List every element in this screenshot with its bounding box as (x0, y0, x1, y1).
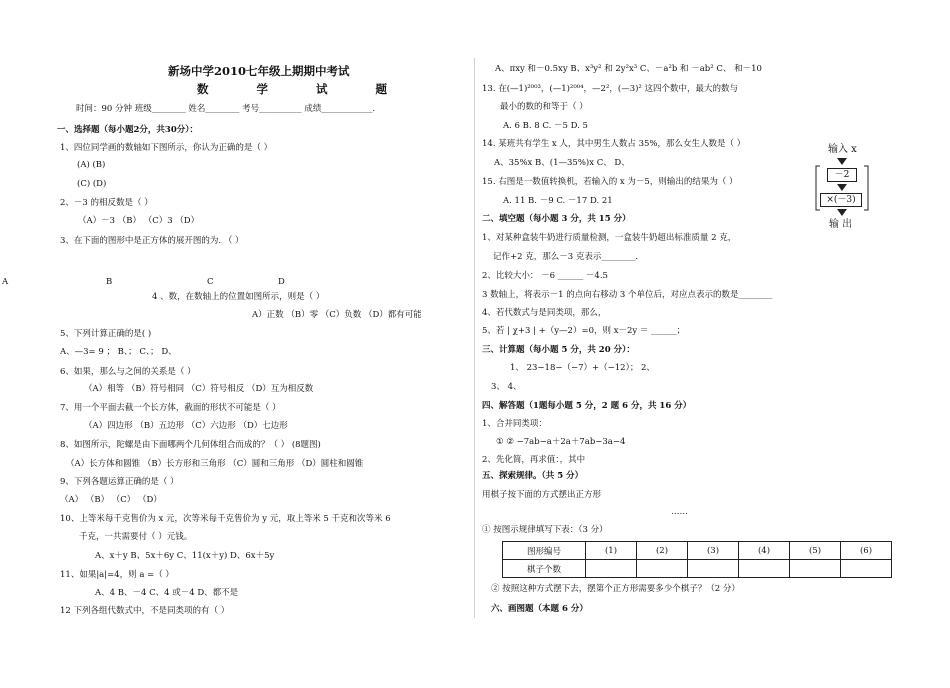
subject-title: 数 学 试 题 (197, 82, 410, 96)
section-title: 四、解答题（1题每小题 5 分，2 题 6 分，共 16 分） (482, 401, 692, 411)
question-line: (C) (D) (77, 179, 107, 189)
machine-input-label: 输入 x (828, 144, 857, 155)
table-cell: (2) (637, 542, 688, 560)
question-line: 14. 某班共有学生 x 人，其中男生人数占 35%，那么女生人数是（ ） (482, 139, 746, 149)
column-divider (474, 58, 475, 618)
question-line: A、35%x B、(1—35%)x C、 D、 (494, 158, 630, 168)
question-line: 千克，一共需要付（ ）元钱。 (79, 532, 193, 542)
question-line: A）正数 （B）零 （C）负数 （D）都有可能 (252, 310, 422, 320)
question-line: 1、 23−18−（−7）+（−12）； 2、 (510, 363, 655, 373)
question-line: 1、四位同学画的数轴如下图所示，你认为正确的是（ ） (60, 143, 273, 153)
question-line: A、x＋y B、5x＋6y C、11(x＋y) D、6x＋5y (95, 551, 275, 561)
table-cell (637, 560, 688, 578)
question-line: A、4 B、－4 C、4 或－4 D、都不是 (95, 588, 239, 598)
table-cell: (6) (841, 542, 892, 560)
question-line: （A）相等 （B）符号相同 （C）符号相反 （D）互为相反数 (84, 384, 314, 394)
question-line: 13. 在(—1)²⁰⁰³，(—1)²⁰⁰⁴，—2²，(—3)² 这四个数中，最大的数与 (482, 84, 739, 94)
question-line: A. 11 B. －9 C. －17 D. 21 (503, 196, 613, 206)
table-cell (841, 560, 892, 578)
question-line: 8、如图所示，陀螺是由下面哪两个几何体组合而成的？（ ） (8题图) (60, 440, 321, 450)
question-line: 记作+2 克，那么－3 克表示________. (493, 252, 639, 262)
question-line: （A）－3 （B） （C）3 （D） (78, 216, 200, 226)
question-line: 7、用一个平面去截一个长方体，截面的形状不可能是（ ） (60, 403, 281, 413)
question-line: （A）四边形 （B）五边形 （C）六边形 （D）七边形 (84, 421, 288, 431)
question-line: 10、上等米每千克售价为 x 元，次等米每千克售价为 y 元，取上等米 5 千克和次等米 6 (60, 514, 391, 524)
question-line: A、—3= 9 ； B、； C、； D、 (60, 347, 177, 357)
question-line: 6、如果，那么与之间的关系是（ ） (60, 367, 196, 377)
option-label: B (106, 277, 113, 287)
question-line: 11、如果|a|=4，则 a =（ ） (60, 570, 174, 580)
table-cell: (4) (739, 542, 790, 560)
table-row (503, 560, 892, 578)
section-title: 六、画图题（本题 6 分） (491, 604, 588, 614)
question-line: (A) (B) (77, 160, 106, 170)
question-line: 4、若代数式与是同类项，那么， (482, 308, 607, 318)
section-title: 一、选择题（每小题2分，共30分）： (57, 125, 198, 135)
table-row (503, 542, 892, 560)
machine-output-label: 输 出 (829, 219, 853, 230)
table-cell: 图形编号 (503, 542, 586, 560)
option-label: D (278, 277, 285, 287)
table-cell: (5) (790, 542, 841, 560)
question-line: 3 数轴上，将表示－1 的点向右移动 3 个单位后，对应点表示的数是________ (482, 290, 773, 300)
question-line: 1、合并同类项： (482, 419, 547, 429)
question-line: 2、－3 的相反数是（ ） (60, 198, 153, 208)
ellipsis: …… (671, 507, 688, 517)
table-cell: (3) (688, 542, 739, 560)
question-line: 5、若 | χ+3 | +（y—2）=0，则 x－2y ＝ ______； (482, 326, 686, 336)
question-line: 12 下列各组代数式中，不是同类项的有（ ） (60, 606, 230, 616)
section-title: 二、填空题（每小题 3 分，共 15 分） (482, 214, 631, 224)
question-line: ① ② −7ab−a＋2a＋7ab−3a−4 (496, 437, 626, 447)
table-cell (739, 560, 790, 578)
machine-loop-icon (814, 162, 870, 214)
question-line: 用棋子按下面的方式摆出正方形 (482, 490, 602, 500)
question-line: 3、在下面的图形中是正方体的展开图的为. （ ） (60, 236, 244, 246)
question-line: 15. 右图是一数值转换机，若输入的 x 为－5，则输出的结果为（ ） (482, 177, 738, 187)
option-label: A (2, 277, 9, 287)
exam-info-line: 时间：90 分钟 班级________ 姓名________ 考号__________ 成绩____________. (76, 104, 376, 114)
question-line: （A）长方体和圆锥 （B）长方形和三角形 （C）圆和三角形 （D）圆柱和圆锥 (66, 459, 364, 469)
option-label: C (207, 277, 214, 287)
question-line: 4 、数，在数轴上的位置如图所示，则是（ ） (152, 292, 325, 302)
question-line: 2、比较大小： －6 ______ －4.5 (482, 271, 608, 281)
table-cell: (1) (586, 542, 637, 560)
pattern-table (502, 541, 892, 578)
question-line: A. 6 B. 8 C. －5 D. 5 (503, 121, 588, 131)
table-cell: 棋子个数 (503, 560, 586, 578)
question-line: 5、下列计算正确的是( ) (60, 329, 152, 339)
table-cell (790, 560, 841, 578)
exam-title: 新场中学2010七年级上期期中考试 (168, 64, 350, 78)
question-line: ① 按图示规律填写下表：（3 分） (482, 525, 608, 535)
table-cell (586, 560, 637, 578)
question-line: ② 按照这种方式摆下去，摆第个正方形需要多少个棋子？（2 分） (491, 584, 740, 594)
question-line: 1、对某种盒装牛奶进行质量检测，一盒装牛奶超出标准质量 2 克， (482, 233, 737, 243)
question-line: 3、 4、 (491, 382, 522, 392)
section-title: 三、计算题（每小题 5 分，共 20 分）： (482, 345, 635, 355)
question-line: A、πxy 和－0.5xy B、x³y² 和 2y²x³ C、－a²b 和 －ab² C、 和－10 (495, 64, 762, 74)
question-line: 9、下列各题运算正确的是（ ） (60, 477, 179, 487)
question-line: 2、先化简，再求值：，其中 (482, 455, 586, 465)
machine-step-times: ×(－3) (820, 193, 862, 207)
machine-step-minus-two: －2 (827, 168, 857, 182)
section-title: 五、探索规律。（共 5 分） (482, 471, 584, 481)
table-cell (688, 560, 739, 578)
question-line: （A） （B） （C） （D） (60, 495, 162, 505)
question-line: 最小的数的和等于（ ） (500, 102, 588, 112)
